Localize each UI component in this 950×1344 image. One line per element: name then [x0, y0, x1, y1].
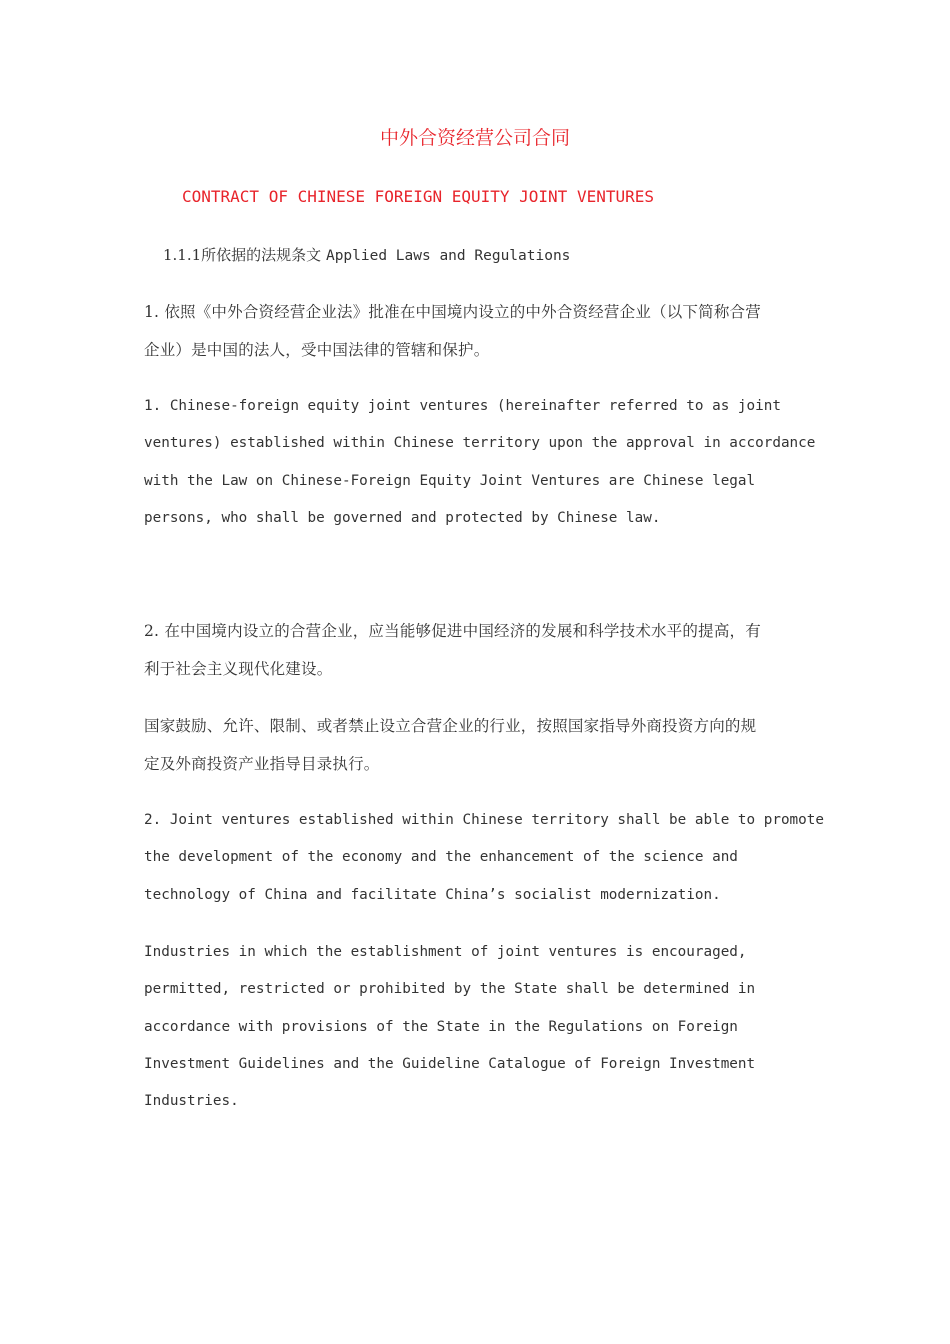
section-number: 1.1.1 — [163, 246, 202, 264]
paragraph-line: 企业）是中国的法人，受中国法律的管辖和保护。 — [144, 340, 490, 359]
paragraph-line: persons, who shall be governed and protected by Chinese law. — [144, 509, 661, 526]
paragraph-2-en-industries — [144, 934, 814, 1120]
paragraph-1-cn — [144, 294, 810, 369]
paragraph-2-cn-industries — [144, 708, 810, 783]
paragraph-line: technology of China and facilitate China’s socialist modernization. — [144, 886, 721, 903]
paragraph-line: 利于社会主义现代化建设。 — [144, 659, 333, 678]
paragraph-1-en — [144, 388, 814, 537]
document-title-cn: 中外合资经营公司合同 — [379, 127, 570, 149]
paragraph-line: 2. 在中国境内设立的合营企业，应当能够促进中国经济的发展和科学技术水平的提高，有 — [144, 622, 761, 640]
paragraph-line: 国家鼓励、允许、限制、或者禁止设立合营企业的行业，按照国家指导外商投资方向的规 — [144, 717, 757, 735]
section-title-cn: 所依据的法规条文 — [201, 246, 322, 264]
paragraph-line: Industries in which the establishment of joint ventures is encouraged, — [144, 944, 747, 960]
paragraph-line: Industries. — [144, 1093, 239, 1110]
paragraph-line: 1. 依照《中外合资经营企业法》批准在中国境内设立的中外合资经营企业（以下简称合营 — [144, 303, 761, 321]
paragraph-line: 定及外商投资产业指导目录执行。 — [144, 754, 380, 773]
paragraph-line: permitted, restricted or prohibited by the State shall be determined in — [144, 981, 756, 998]
paragraph-2-cn — [144, 613, 810, 688]
paragraph-line: with the Law on Chinese-Foreign Equity Joint Ventures are Chinese legal — [144, 472, 756, 489]
section-heading — [163, 244, 570, 267]
paragraph-line: 1. Chinese-foreign equity joint ventures (hereinafter referred to as joint — [144, 398, 781, 414]
paragraph-2-en — [144, 802, 824, 914]
paragraph-line: 2. Joint ventures established within Chinese territory shall be able to promote — [144, 812, 824, 828]
paragraph-line: accordance with provisions of the State in the Regulations on Foreign — [144, 1018, 738, 1035]
paragraph-line: Investment Guidelines and the Guideline Catalogue of Foreign Investment — [144, 1055, 756, 1072]
paragraph-line: ventures) established within Chinese territory upon the approval in accordance — [144, 435, 816, 452]
document-title-en: CONTRACT OF CHINESE FOREIGN EQUITY JOINT VENTURES — [182, 187, 655, 206]
paragraph-line: the development of the economy and the enhancement of the science and — [144, 849, 738, 866]
section-title-en: Applied Laws and Regulations — [325, 248, 571, 264]
